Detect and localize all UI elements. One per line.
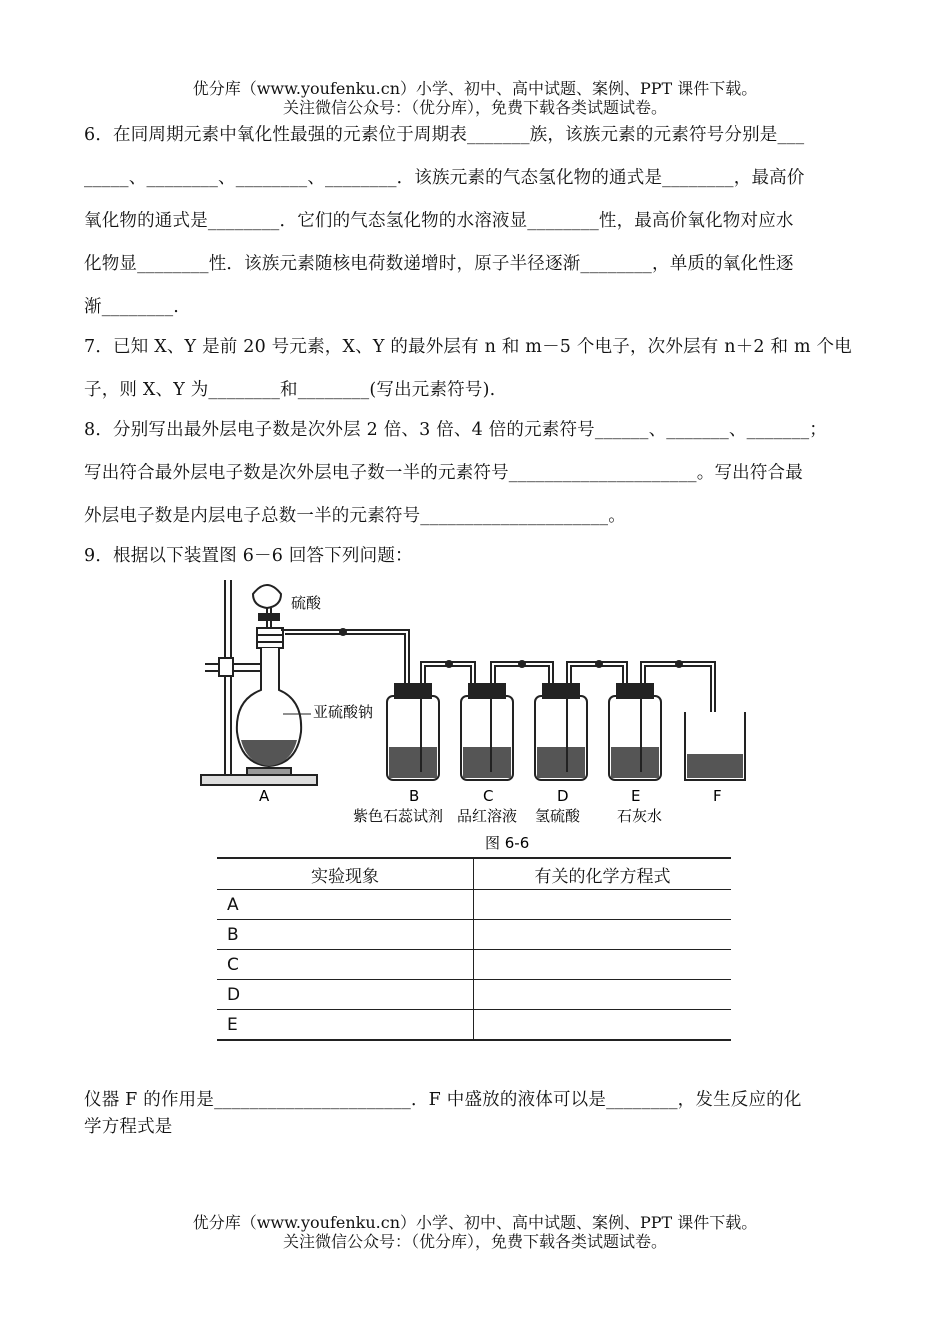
- apparatus-figure: [195, 572, 755, 857]
- q7-line-2: 子，则 X、Y 为________和________(写出元素符号).: [84, 380, 496, 400]
- table-row: [217, 920, 731, 950]
- q8-line-3: 外层电子数是内层电子总数一半的元素符号_____________________。: [84, 506, 626, 526]
- table-row: [217, 950, 731, 980]
- observation-table: [217, 857, 731, 1041]
- table-row: [217, 980, 731, 1010]
- letter-a: A: [259, 787, 270, 805]
- footer-line-2: 关注微信公众号：（优分库），免费下载各类试题试卷。: [282, 1232, 667, 1251]
- letter-d: D: [557, 787, 569, 805]
- reagent-d: 氢硫酸: [535, 807, 581, 825]
- q6-line-4: 化物显________性．该族元素随核电荷数递增时，原子半径逐渐________，单质的氧化性逐: [84, 254, 794, 274]
- answer-cell[interactable]: [474, 980, 732, 1010]
- q6-line-1: 6．在同周期元素中氧化性最强的元素位于周期表_______族，该族元素的元素符号分别是___: [84, 125, 805, 145]
- row-label: A: [217, 890, 474, 920]
- letter-f: F: [713, 787, 722, 805]
- q7-line-1: 7．已知 X、Y 是前 20 号元素，X、Y 的最外层有 n 和 m－5 个电子，次外层有 n＋2 和 m 个电: [84, 337, 852, 357]
- header-line-2: 关注微信公众号：（优分库），免费下载各类试题试卷。: [282, 98, 667, 117]
- q9-after-line-2: 学方程式是: [84, 1117, 173, 1137]
- header-phenomenon: 实验现象: [217, 858, 474, 890]
- q9-line: 9．根据以下装置图 6－6 回答下列问题：: [84, 546, 413, 566]
- answer-cell[interactable]: [474, 950, 732, 980]
- answer-cell[interactable]: [474, 890, 732, 920]
- q8-line-2: 写出符合最外层电子数是次外层电子数一半的元素符号_____________________。写出符合最: [84, 463, 803, 483]
- letter-c: C: [483, 787, 494, 805]
- header-equation: 有关的化学方程式: [474, 858, 732, 890]
- answer-cell[interactable]: [474, 920, 732, 950]
- figure-caption: 图 6-6: [485, 834, 530, 852]
- letter-e: E: [631, 787, 641, 805]
- row-label: C: [217, 950, 474, 980]
- label-salt: 亚硫酸钠: [313, 703, 374, 721]
- q9-after-line-1: 仪器 F 的作用是______________________．F 中盛放的液体可以是________，发生反应的化: [84, 1090, 802, 1110]
- row-label: E: [217, 1010, 474, 1041]
- reagent-c: 品红溶液: [457, 807, 518, 825]
- table-row: [217, 1010, 731, 1041]
- q8-line-1: 8．分别写出最外层电子数是次外层 2 倍、3 倍、4 倍的元素符号______、_______、_______；: [84, 420, 827, 440]
- table-row: [217, 890, 731, 920]
- header-line-1: 优分库（www.youfenku.cn）小学、初中、高中试题、案例、PPT 课件下载。: [192, 79, 758, 98]
- q6-line-5: 渐________.: [84, 297, 180, 317]
- reagent-b: 紫色石蕊试剂: [353, 807, 444, 825]
- q6-line-2: _____、________、________、________．该族元素的气态氢化物的通式是________，最高价: [84, 168, 805, 188]
- row-label: B: [217, 920, 474, 950]
- footer-line-1: 优分库（www.youfenku.cn）小学、初中、高中试题、案例、PPT 课件下载。: [192, 1213, 758, 1232]
- letter-b: B: [409, 787, 420, 805]
- row-label: D: [217, 980, 474, 1010]
- q6-line-3: 氧化物的通式是________．它们的气态氢化物的水溶液显________性，最高价氧化物对应水: [84, 211, 794, 231]
- label-acid: 硫酸: [291, 594, 322, 612]
- reagent-e: 石灰水: [617, 807, 663, 825]
- answer-cell[interactable]: [474, 1010, 732, 1041]
